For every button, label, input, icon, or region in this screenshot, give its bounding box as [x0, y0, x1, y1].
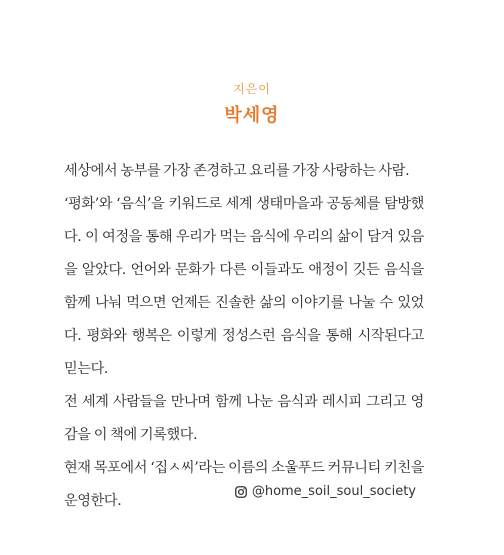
instagram-handle[interactable]	[235, 484, 416, 499]
bio-paragraph: 현재 목포에서 ‘집ㅅ씨’라는 이름의 소울푸드 커뮤니티 키친을 운영한다.	[64, 460, 424, 509]
author-role-label: 지은이	[233, 82, 271, 96]
bio-paragraph: 세상에서 농부를 가장 존경하고 요리를 가장 사랑하는 사람.	[64, 163, 410, 179]
instagram-handle-text: @home_soil_soul_society	[251, 484, 416, 499]
author-name: 박세영	[224, 105, 280, 126]
bio-paragraph: ‘평화’와 ‘음식’을 키워드로 세계 생태마을과 공동체를 탐방했다. 이 여정을 통해 우리가 먹는 음식에 우리의 삶이 담겨 있음을 알았다. 언어와 문화가 다른 이들과도 애정이 깃든 음식을 함께 나눠 먹으면 언제든 진솔한 삶의 이야기를 나눌 수 있었다. 평화와 행복은 이렇게 정성스런 음식을 통해 시작된다고 믿는다.	[64, 196, 424, 377]
instagram-icon	[235, 486, 247, 498]
author-bio	[64, 155, 424, 518]
bio-paragraph: 전 세계 사람들을 만나며 함께 나눈 음식과 레시피 그리고 영감을 이 책에 기록했다.	[64, 394, 424, 443]
